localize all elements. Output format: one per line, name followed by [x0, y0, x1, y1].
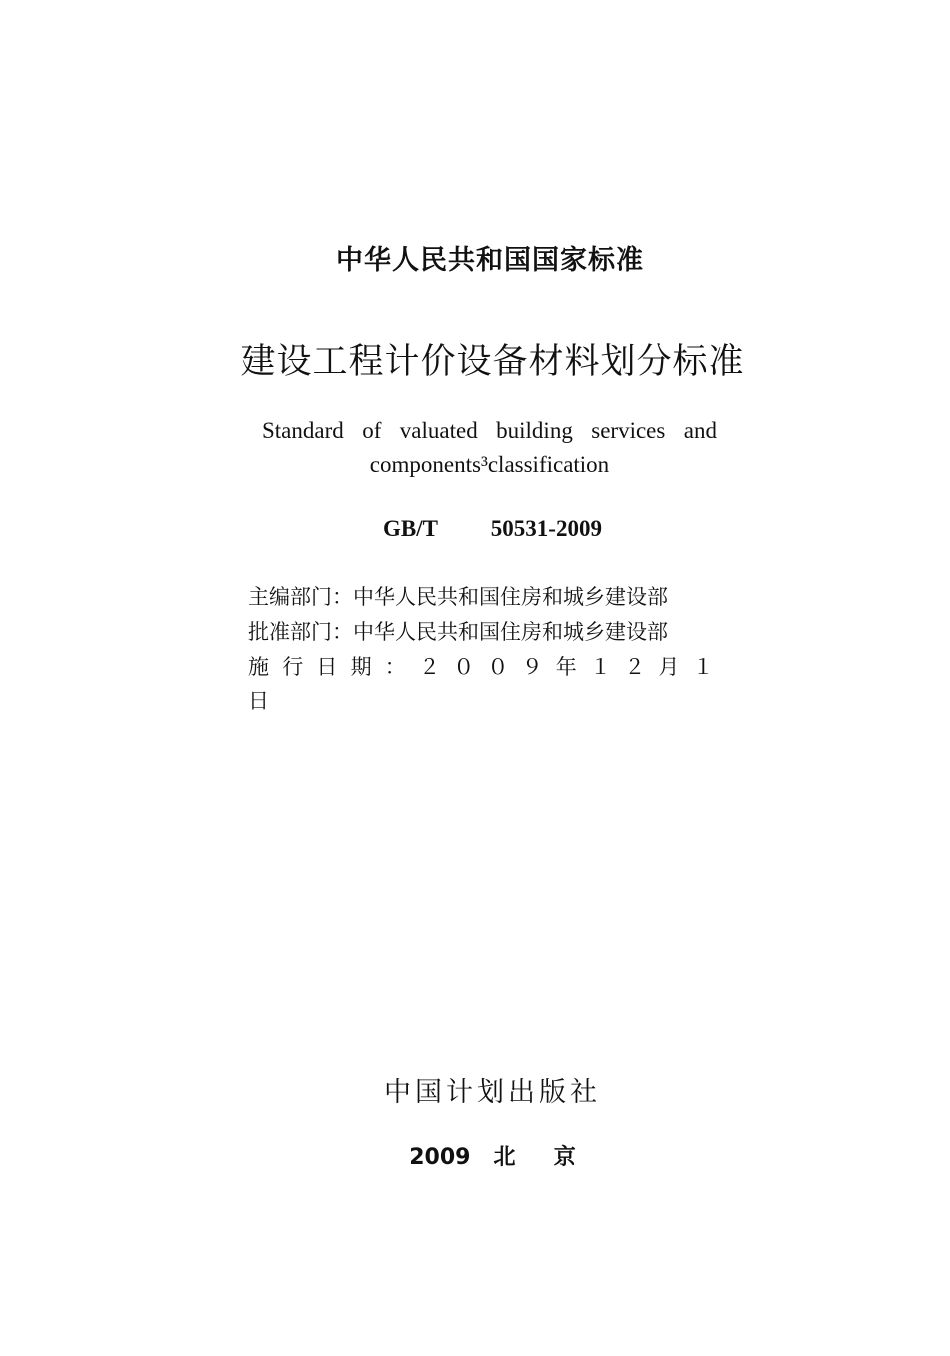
- editor-department: 主编部门：中华人民共和国住房和城乡建设部: [248, 585, 668, 609]
- document-title-english: Standard of valuated building services and components³classification: [262, 418, 717, 477]
- approver-department: 批准部门：中华人民共和国住房和城乡建设部: [248, 620, 668, 644]
- publisher-name: 中国计划出版社: [384, 1077, 601, 1108]
- document-title-chinese: 建设工程计价设备材料划分标准: [240, 342, 745, 382]
- publication-year-city: 2009 北 京: [409, 1145, 576, 1170]
- national-standard-heading: 中华人民共和国国家标准: [336, 245, 644, 276]
- standard-code: GB/T 50531-2009: [383, 516, 602, 541]
- effective-date: 施行日期：２００９年１２月１日: [248, 655, 727, 713]
